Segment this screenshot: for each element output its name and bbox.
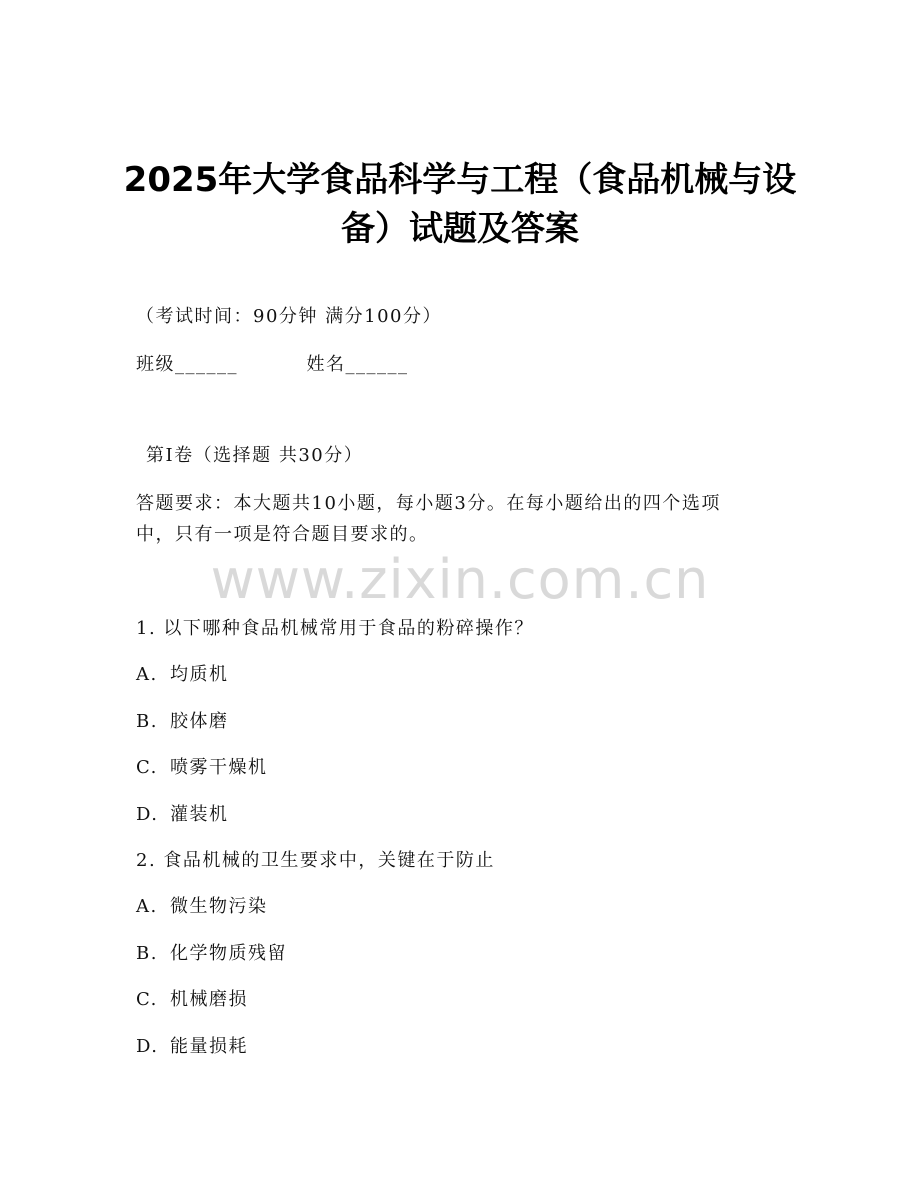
document-title-line-1: 2025年大学食品科学与工程（食品机械与设 [123, 160, 797, 200]
watermark: www.zixin.com.cn [210, 548, 710, 611]
option-text: 喷雾干燥机 [170, 757, 268, 778]
question-2-option-d [136, 1032, 248, 1058]
student-info-row [136, 350, 408, 376]
section-heading: 第Ⅰ卷（选择题 共30分） [146, 445, 364, 466]
name-label: 姓名______ [306, 354, 409, 375]
option-text: 灌装机 [170, 804, 229, 825]
option-text: 机械磨损 [170, 989, 248, 1010]
option-letter: A. [136, 896, 158, 917]
option-text: 化学物质残留 [170, 943, 287, 964]
question-2-stem: 2. 食品机械的卫生要求中，关键在于防止 [136, 850, 495, 871]
class-label: 班级______ [136, 354, 238, 375]
option-letter: D. [136, 1036, 159, 1057]
option-letter: C. [136, 989, 158, 1010]
option-letter: B. [136, 711, 158, 732]
option-text: 胶体磨 [170, 711, 229, 732]
question-1-option-c [136, 753, 268, 779]
question-1-stem: 1. 以下哪种食品机械常用于食品的粉碎操作？ [136, 618, 534, 639]
option-letter: A. [136, 664, 158, 685]
question-2-option-c [136, 985, 248, 1011]
question-2-option-b [136, 939, 287, 965]
instructions-line-1: 答题要求：本大题共10小题，每小题3分。在每小题给出的四个选项 [136, 493, 721, 514]
option-text: 能量损耗 [170, 1036, 248, 1057]
option-letter: B. [136, 943, 158, 964]
option-text: 均质机 [170, 664, 229, 685]
question-1-option-d [136, 800, 229, 826]
option-letter: C. [136, 757, 158, 778]
option-letter: D. [136, 804, 159, 825]
question-2-option-a [136, 892, 268, 918]
option-text: 微生物污染 [170, 896, 268, 917]
exam-info: （考试时间：90分钟 满分100分） [136, 306, 442, 327]
instructions-line-2: 中，只有一项是符合题目要求的。 [136, 524, 429, 545]
question-1-option-b [136, 707, 229, 733]
document-title-line-2: 备）试题及答案 [341, 209, 579, 249]
question-1-option-a [136, 660, 229, 686]
